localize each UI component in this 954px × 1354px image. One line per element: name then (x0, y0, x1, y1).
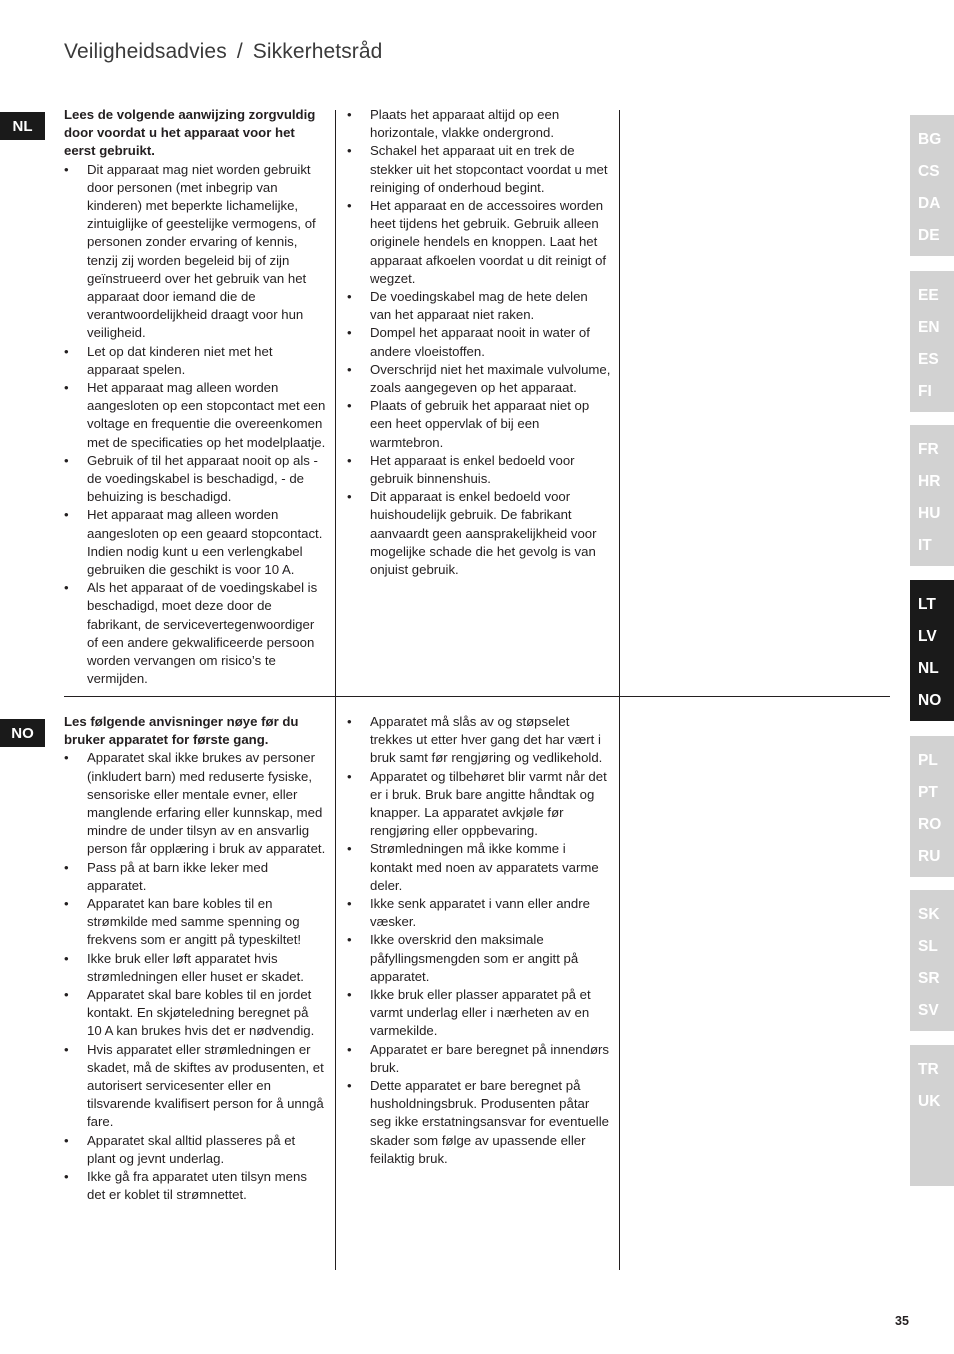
nl-intro: Lees de volgende aanwijzing zorgvuldig door voordat u het apparaat voor het eerst gebruikt. (64, 107, 316, 159)
title-no: Sikkerhetsråd (252, 40, 383, 63)
column-divider (335, 110, 336, 696)
language-code-ee: EE (918, 287, 939, 304)
language-code-lt: LT (918, 596, 936, 613)
language-code-en: EN (918, 319, 940, 336)
no-list-1 (64, 749, 326, 1204)
language-code-it: IT (918, 537, 932, 554)
language-code-cs: CS (918, 163, 940, 180)
language-code-sk: SK (918, 906, 940, 923)
section-divider (64, 696, 890, 697)
list-item: • Apparatet skal alltid plasseres på et plant og jevnt underlag. (64, 1132, 326, 1168)
language-group (910, 1045, 954, 1186)
language-group (910, 115, 954, 256)
column-divider (619, 697, 620, 1270)
list-item: • Het apparaat mag alleen worden aangesloten op een geaard stopcontact. Indien nodig kunt u een verlengkabel gebruiken die geschikt is voor 10 A. (64, 506, 326, 579)
language-code-pl: PL (918, 752, 938, 769)
language-code-de: DE (918, 227, 940, 244)
list-item: • Plaats het apparaat altijd op een horizontale, vlakke ondergrond. (347, 106, 611, 142)
list-item: • Pass på at barn ikke leker med apparatet. (64, 859, 326, 895)
nl-list-1 (64, 161, 326, 689)
language-code-fr: FR (918, 441, 939, 458)
language-code-fi: FI (918, 383, 932, 400)
list-item: • Let op dat kinderen niet met het apparaat spelen. (64, 343, 326, 379)
nl-list-2 (347, 106, 611, 579)
list-item: • Ikke senk apparatet i vann eller andre væsker. (347, 895, 611, 931)
section-tag-nl: NL (0, 112, 45, 140)
nl-column-1 (64, 106, 326, 689)
language-code-pt: PT (918, 784, 938, 801)
language-code-ro: RO (918, 816, 942, 833)
list-item: • Ikke bruk eller plasser apparatet på et varmt underlag eller i nærheten av en varmekilde. (347, 986, 611, 1041)
list-item: • Ikke overskrid den maksimale påfyllingsmengden som er angitt på apparatet. (347, 931, 611, 986)
list-item: • Als het apparaat of de voedingskabel is beschadigd, moet deze door de fabrikant, de servicevertegenwoordiger of een andere gekwalificeerde persoon worden vervangen om risico’s te vermijden. (64, 579, 326, 688)
language-code-tr: TR (918, 1061, 939, 1078)
list-item: • Apparatet og tilbehøret blir varmt når det er i bruk. Bruk bare angitte håndtak og knapper. La apparatet avkjøle før rengjøring eller oppbevaring. (347, 768, 611, 841)
no-column-1 (64, 713, 326, 1204)
list-item: • Dompel het apparaat nooit in water of andere vloeistoffen. (347, 324, 611, 360)
list-item: • Hvis apparatet eller strømledningen er skadet, må de skiftes av produsenten, et autorisert servicesenter eller en tilsvarende kvalifisert person for å unngå fare. (64, 1041, 326, 1132)
list-item: • Schakel het apparaat uit en trek de stekker uit het stopcontact voordat u met reiniging of onderhoud begint. (347, 142, 611, 197)
language-group-active (910, 580, 954, 721)
section-tag-no: NO (0, 719, 45, 747)
list-item: • Apparatet kan bare kobles til en strømkilde med samme spenning og frekvens som er angitt på typeskiltet! (64, 895, 326, 950)
page-title (64, 40, 382, 64)
language-code-nl: NL (918, 660, 939, 677)
page-number: 35 (895, 1314, 909, 1328)
list-item: • Apparatet er bare beregnet på innendørs bruk. (347, 1041, 611, 1077)
list-item: • Dette apparatet er bare beregnet på husholdningsbruk. Produsenten påtar seg ikke erstatningsansvar for eventuelle skader som følge av upassende eller feilaktig bruk. (347, 1077, 611, 1168)
column-divider (335, 697, 336, 1270)
language-group (910, 890, 954, 1031)
list-item: • Gebruik of til het apparaat nooit op als - de voedingskabel is beschadigd, - de behuizing is beschadigd. (64, 452, 326, 507)
language-code-sv: SV (918, 1002, 939, 1019)
list-item: • Het apparaat mag alleen worden aangesloten op een stopcontact met een voltage en frequentie die overeenkomen met de specificaties op het modelplaatje. (64, 379, 326, 452)
language-code-uk: UK (918, 1093, 941, 1110)
language-code-bg: BG (918, 131, 942, 148)
language-group (910, 425, 954, 566)
list-item: • Apparatet skal ikke brukes av personer (inkludert barn) med reduserte fysiske, sensoriske eller mentale evner, eller manglende erfaring eller kunnskap, med mindre de under tilsyn av en ansvarlig person får opplæring i bruk av apparatet. (64, 749, 326, 858)
title-nl: Veiligheidsadvies (64, 40, 227, 63)
list-item: • Ikke bruk eller løft apparatet hvis strømledningen eller huset er skadet. (64, 950, 326, 986)
no-intro: Les følgende anvisninger nøye før du bruker apparatet for første gang. (64, 714, 299, 748)
language-code-no: NO (918, 692, 942, 709)
language-code-da: DA (918, 195, 941, 212)
list-item: • Apparatet må slås av og støpselet trekkes ut etter hver gang det har vært i bruk samt før rengjøring og vedlikehold. (347, 713, 611, 768)
language-group (910, 736, 954, 877)
list-item: • Apparatet skal bare kobles til en jordet kontakt. En skjøteledning beregnet på 10 A kan brukes hvis det er nødvendig. (64, 986, 326, 1041)
list-item: • Het apparaat en de accessoires worden heet tijdens het gebruik. Gebruik alleen originele hendels en knoppen. Laat het apparaat afkoelen voordat u dit reinigt of wegzet. (347, 197, 611, 288)
list-item: • Ikke gå fra apparatet uten tilsyn mens det er koblet til strømnettet. (64, 1168, 326, 1204)
language-code-es: ES (918, 351, 939, 368)
language-code-ru: RU (918, 848, 941, 865)
column-divider (619, 110, 620, 696)
list-item: • Plaats of gebruik het apparaat niet op een heet oppervlak of bij een warmtebron. (347, 397, 611, 452)
language-code-lv: LV (918, 628, 937, 645)
list-item: • Strømledningen må ikke komme i kontakt med noen av apparatets varme deler. (347, 840, 611, 895)
list-item: • Dit apparaat is enkel bedoeld voor huishoudelijk gebruik. De fabrikant aanvaardt geen aansprakelijkheid voor mogelijke schade die het gevolg is van onjuist gebruik. (347, 488, 611, 579)
list-item: • Dit apparaat mag niet worden gebruikt door personen (met inbegrip van kinderen) met beperkte lichamelijke, zintuiglijke of geestelijke vermogens, of personen zonder ervaring of kennis, tenzij zij worden begeleid bij of zijn geïnstrueerd over het gebruik van het apparaat door iemand die de verantwoordelijkheid draagt voor hun veiligheid. (64, 161, 326, 343)
no-column-2 (347, 713, 611, 1168)
no-list-2 (347, 713, 611, 1168)
language-code-sr: SR (918, 970, 940, 987)
language-group (910, 271, 954, 412)
language-code-sl: SL (918, 938, 938, 955)
list-item: • De voedingskabel mag de hete delen van het apparaat niet raken. (347, 288, 611, 324)
language-code-hu: HU (918, 505, 941, 522)
title-separator: / (236, 40, 243, 63)
language-code-hr: HR (918, 473, 941, 490)
list-item: • Het apparaat is enkel bedoeld voor gebruik binnenshuis. (347, 452, 611, 488)
nl-column-2 (347, 106, 611, 579)
list-item: • Overschrijd niet het maximale vulvolume, zoals aangegeven op het apparaat. (347, 361, 611, 397)
